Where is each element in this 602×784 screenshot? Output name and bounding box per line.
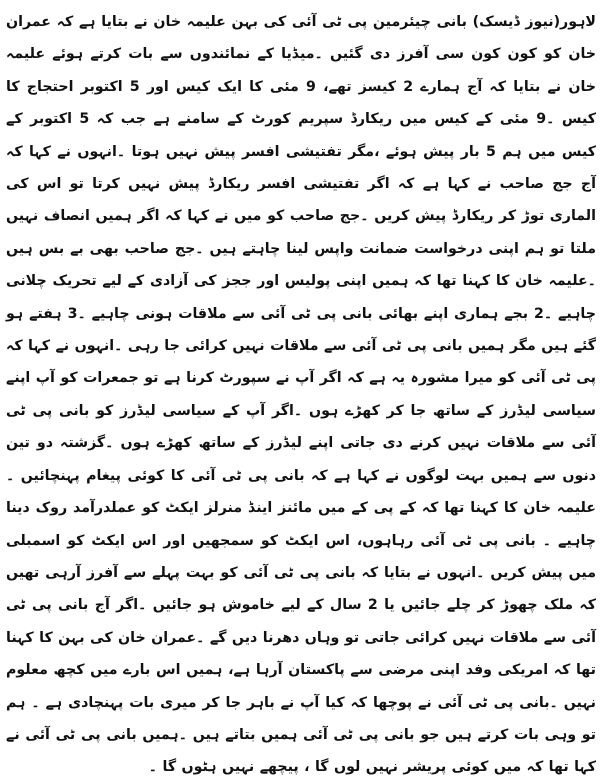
news-article-body: لاہور(نیوز ڈیسک) بانی چیئرمین پی ٹی آئی کی بہن علیمہ خان نے بتایا ہے کہ عمران خان کو کون کون سی آفرز دی گئیں ۔میڈیا کے نمائندوں سے بات کرتے ہوئے علیمہ خان نے بتایا کہ آج ہمارے 2 کیسز تھے، 9 مئی کا ایک کیس اور 5 اکتوبر احتجاج کا کیس ۔9 مئی کے کیس میں ریکارڈ سپریم کورٹ کے سامنے ہے جب کہ 5 اکتوبر کے کیس میں ہم 5 بار پیش ہوئے ،مگر تفتیشی افسر پیش نہیں ہوتا ۔انہوں نے کہا کہ آج جج صاحب نے کہا ہے کہ اگر تفتیشی افسر ریکارڈ پیش نہیں کرتا تو اس کی الماری توڑ کر ریکارڈ پیش کریں ۔جج صاحب کو میں نے کہا کہ اگر ہمیں انصاف نہیں ملتا تو ہم اپنی درخواست ضمانت واپس لینا چاہتے ہیں ۔جج صاحب بھی بے بس ہیں ۔علیمہ خان کا کہنا تھا کہ ہمیں اپنی پولیس اور ججز کی آزادی کے لیے تحریک چلانی چاہیے ۔2 بجے ہماری اپنے بھائی بانی پی ٹی آئی سے ملاقات ہونی چاہیے ۔3 ہفتے ہو گئے ہیں مگر ہمیں بانی پی ٹی آئی سے ملاقات نہیں کرائی جا رہی ۔انہوں نے کہا کہ پی ٹی آئی کو میرا مشورہ یہ ہے کہ اگر آپ نے سپورٹ کرنا ہے تو جمعرات کو آپ اپنے سیاسی لیڈرز کے ساتھ جا کر کھڑے ہوں ۔اگر آپ کے سیاسی لیڈرز کو بانی پی ٹی آئی سے ملاقات نہیں کرنے دی جاتی اپنے لیڈرز کے ساتھ کھڑے ہوں ۔گزشتہ دو تین دنوں سے ہمیں بہت لوگوں نے کہا ہے کہ بانی پی ٹی آئی کا کوئی پیغام پہنچائیں ۔علیمہ خان کا کہنا تھا کہ کے پی کے میں مائنز اینڈ منرلز ایکٹ کو عملدرآمد روک دینا چاہیے ۔ بانی پی ٹی آئی رہاہوں، اس ایکٹ کو سمجھیں اور اس ایکٹ کو اسمبلی میں پیش کریں ۔انہوں نے بتایا کہ بانی پی ٹی آئی کو بہت پہلے سے آفرز آرہی تھیں کہ ملک چھوڑ کر چلے جائیں یا 2 سال کے لیے خاموش ہو جائیں ۔اگر آج بانی پی ٹی آئی سے ملاقات نہیں کرائی جاتی تو وہاں دھرنا دیں گے ۔عمران خان کی بہن کا کہنا تھا کہ امریکی وفد اپنی مرضی سے پاکستان آرہا ہے، ہمیں اس بارے میں کچھ معلوم نہیں ۔بانی پی ٹی آئی نے پوچھا کہ کیا آپ نے باہر جا کر میری بات پہنچادی ہے ۔ ہم تو وہی بات کرتے ہیں جو بانی پی ٹی آئی ہمیں بتاتے ہیں ۔ہمیں بانی پی ٹی آئی نے کہا تھا کہ میں کوئی پریشر نہیں لوں گا ، پیچھے نہیں ہٹوں گا ۔ [6,14,596,776]
